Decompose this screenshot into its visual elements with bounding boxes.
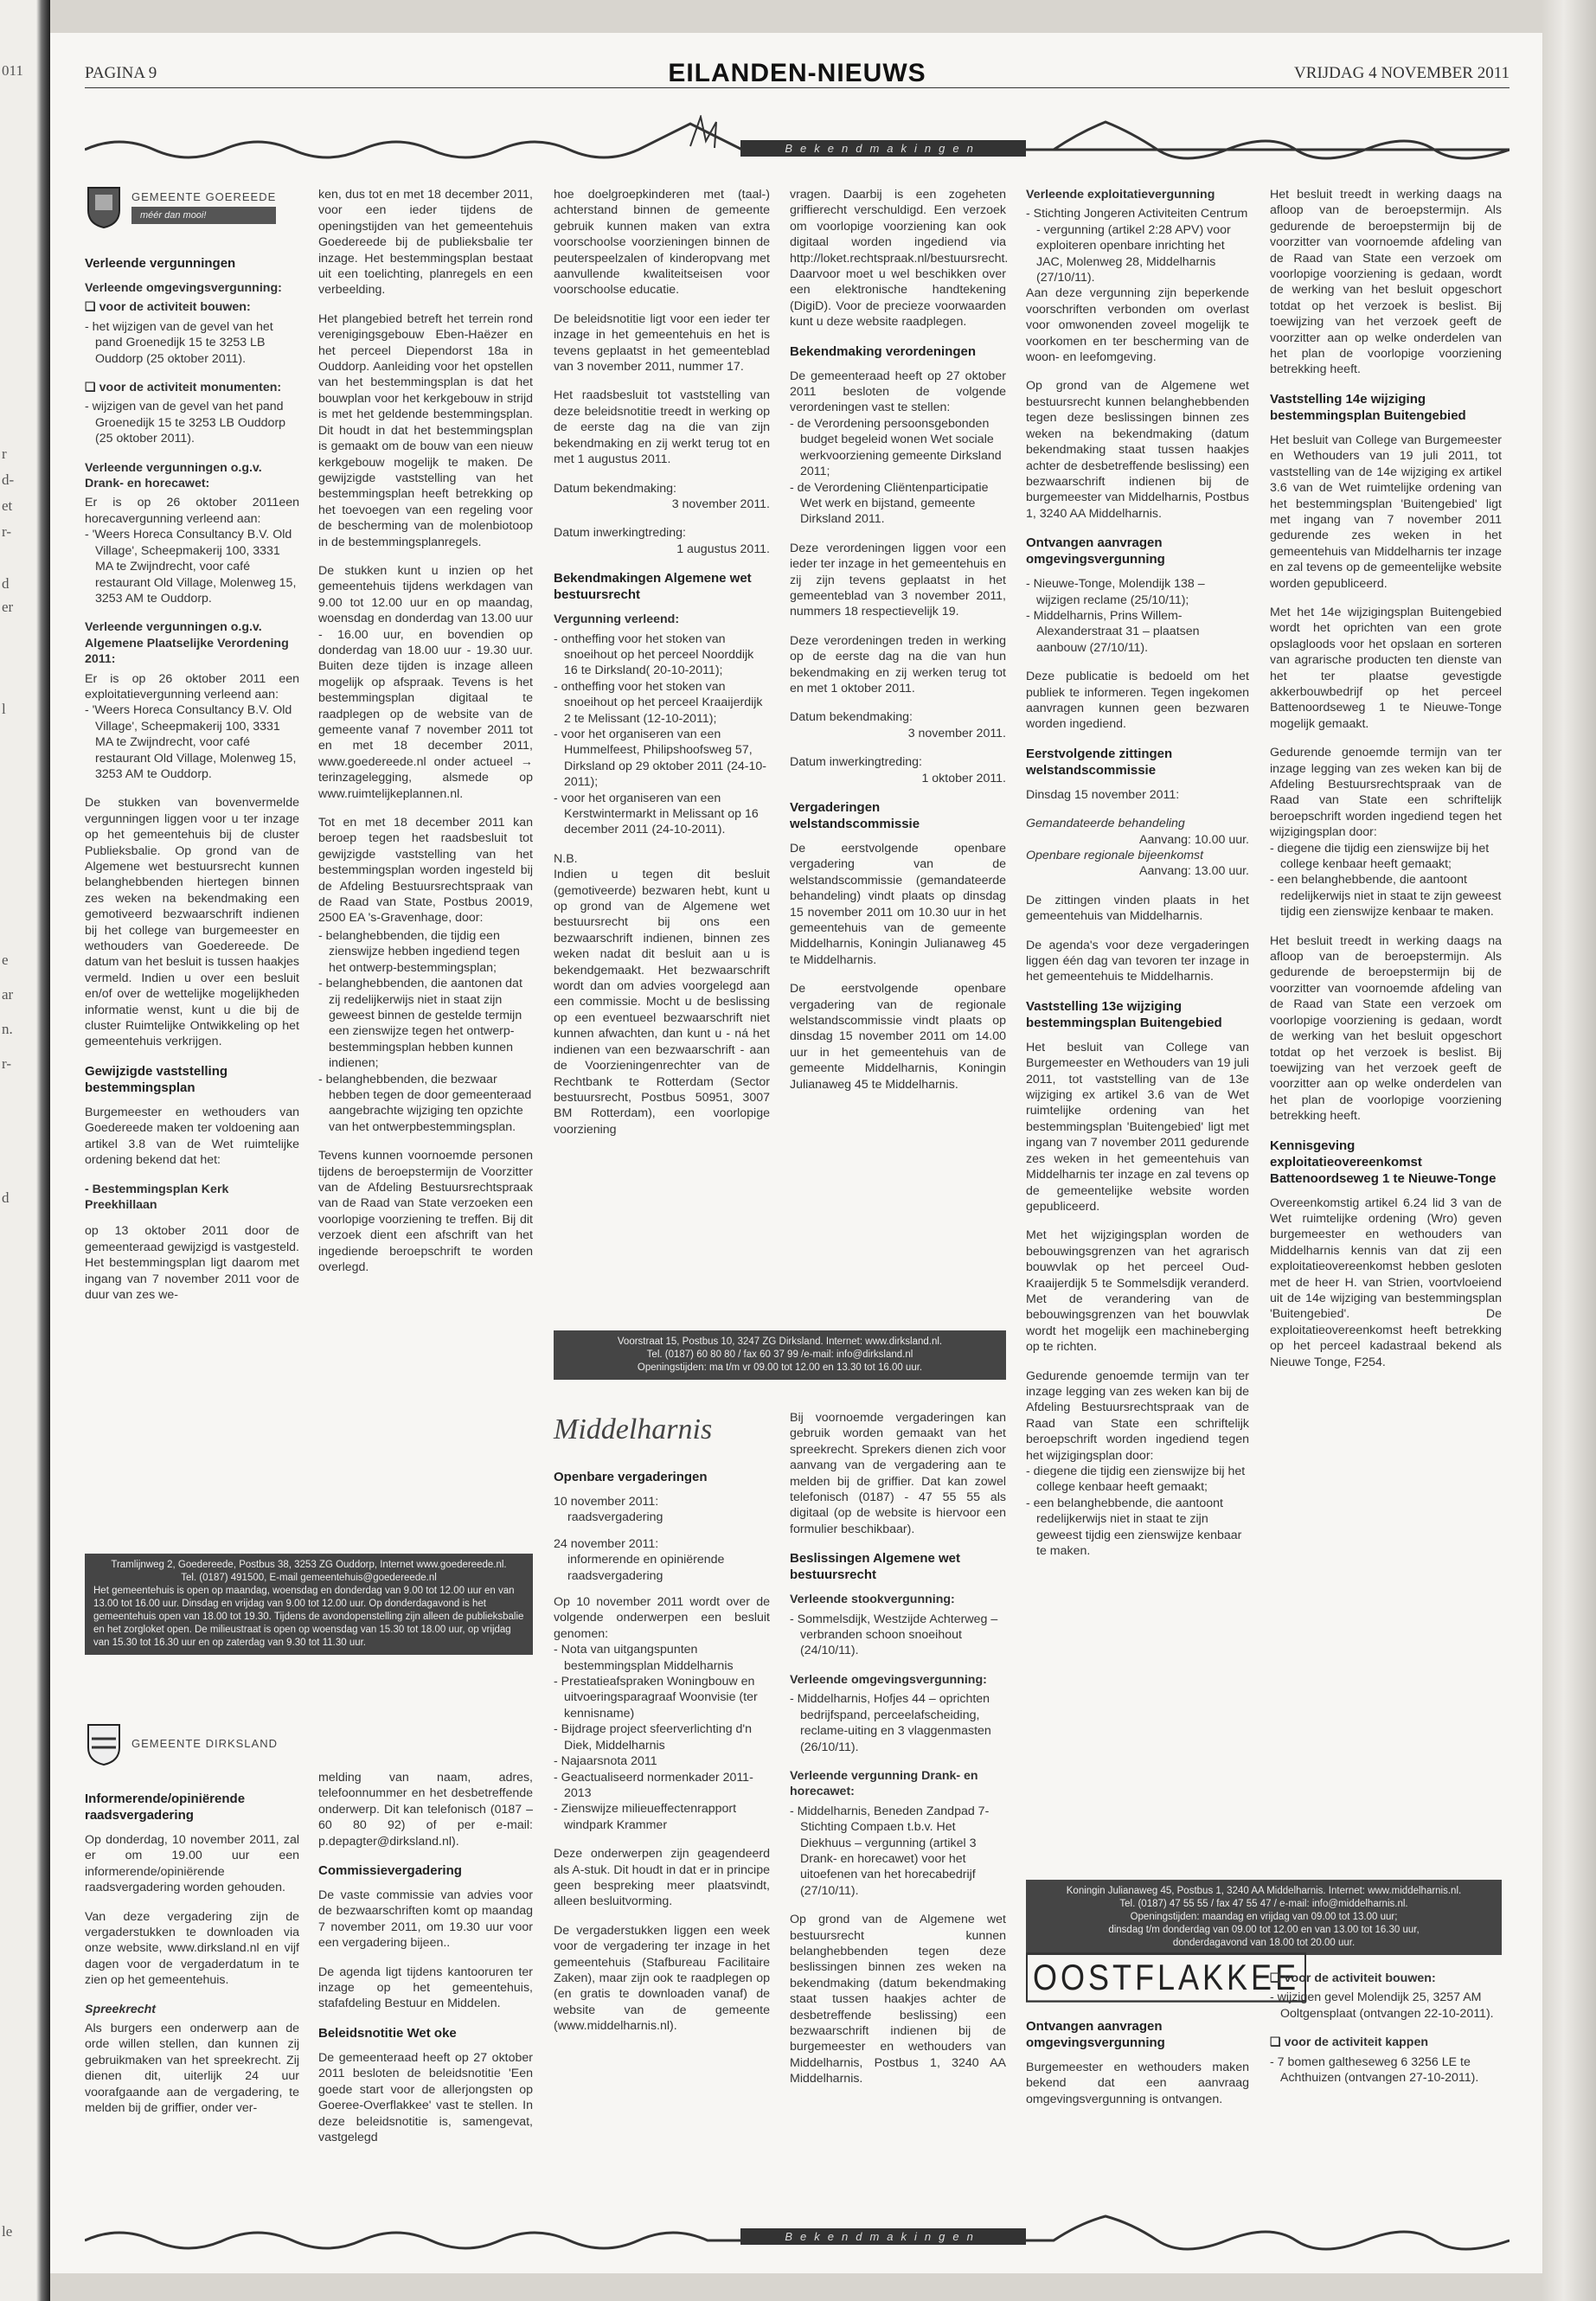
heading: Ontvangen aanvragen omgevingsvergunning: [1026, 2019, 1165, 2050]
margin-fragment: er: [2, 599, 14, 615]
paragraph: Burgemeester en wethouders maken bekend dat een aanvraag omgevingsvergunning is ontvangen.: [1026, 2061, 1249, 2106]
paragraph: Bij voornoemde vergaderingen kan gebruik worden gemaakt van het spreekrecht. Sprekers dienen zich voor aanvang van de vergadering aan te melden bij de griffier. Dat kan zowel telefonisch (0187) - 47 55 55 als digitaal (op de website is hiervoor een formulier beschikbaar).: [790, 1411, 1006, 1536]
list-item: - 'Weers Horeca Consultancy B.V. Old Village', Scheepmakerij 100, 3331 MA te Zwijndrecht, voor café restaurant Old Village, Molenweg 15, 3253 AM te Ouddorp.: [85, 703, 297, 781]
subheading: Verleende vergunningen o.g.v. Algemene Plaatselijke Verordening 2011:: [85, 620, 289, 667]
column-middelharnis: [1026, 187, 1249, 1572]
heading: Ontvangen aanvragen omgevingsvergunning: [1026, 535, 1165, 567]
list-item: - Middelharnis, Prins Willem-Alexanderstraat 31 – plaatsen aanbouw (27/10/11).: [1026, 608, 1200, 655]
list-item: - belanghebbenden, die bezwaar hebben tegen de door gemeenteraad aangebrachte wijziging ten opzichte van het ontwerpbestemmingsplan.: [318, 1072, 532, 1134]
list-item: - Stichting Jongeren Activiteiten Centrum - vergunning (artikel 2:28 APV) voor exploiteren openbare inrichting het JAC, Molenweg 28, Middelharnis (27/10/11).: [1026, 207, 1248, 285]
paragraph: De eerstvolgende openbare vergadering van de welstandscommissie (gemandateerde behandeling) vindt plaats op dinsdag 15 november 2011 om 10.30 uur in het gemeentehuis van de gemeente Middelharnis, Koningin Julianaweg 45 te Middelharnis.: [790, 842, 1006, 967]
list-item: - ontheffing voor het stoken van snoeihout op het perceel Kraaijerdijk 2 te Melissant (12-10-2011);: [554, 679, 763, 726]
date-value: 1 oktober 2011.: [921, 771, 1006, 785]
list-item: - 7 bomen galtheseweg 6 3256 LE te Achthuizen (ontvangen 27-10-2011).: [1270, 2054, 1479, 2086]
contact-line: donderdagavond van 18.00 tot 20.00 uur.: [1172, 1938, 1356, 1948]
paragraph: Deze verordeningen treden in werking op de eerste dag na die van hun bekendmaking en zij werken terug tot en met 1 oktober 2011.: [790, 633, 1006, 695]
paragraph: Op grond van de Algemene wet bestuursrecht kunnen belanghebbenden tegen deze beslissingen binnen zes weken na bekendmaking (datum bekendmaking staat tussen haakjes achter de desbetreffende beslissing) een bezwaarschrift indienen bij de burgemeester van Middelharnis, Postbus 1, 3240 AA Middelharnis.: [1026, 379, 1249, 521]
paragraph: Er is op 26 oktober 2011 een exploitatievergunning verleend aan:: [85, 671, 299, 702]
paragraph: Tevens kunnen voornoemde personen tijdens de beroepstermijn de Voorzitter van de Afdeling Bestuursrechtspraak van de Raad van State verzoeken een voorlopige voorziening te treffen. Bij dit verzoek dient een afschrift van het ingediende beroepschrift te worden overlegd.: [318, 1149, 533, 1274]
activity-heading: ❑ voor de activiteit monumenten:: [85, 381, 282, 395]
issue-date: VRIJDAG 4 NOVEMBER 2011: [1294, 64, 1509, 82]
municipality-motto: méér dan mooi!: [131, 207, 276, 224]
paragraph: Het plangebied betreft het terrein rond verenigingsgebouw Eben-Haëzer en het perceel Diependorst 18a in Ouddorp. Aanleiding voor het opstellen van het bestemmingsplan is dat het bouwplan voor het kerkgebouw in strijd is met het geldende bestemmingsplan. Dit houdt in dat het bestemmingsplan is gemaakt om de bouw van een nieuw kerkgebouw mogelijk te maken. De gewijzigde vaststelling van het bestemmingsplan heeft betrekking op het toevoegen van een regeling voor de bescherming van de molenbiotoop in de bestemmingsplanregels.: [318, 311, 533, 549]
paragraph: Gedurende genoemde termijn van ter inzage legging van zes weken kan bij de Afdeling Bestuursrechtspraak van de Raad van State een schriftelijk beroepschrift worden ingediend tegen het wijzigingsplan door:: [1270, 746, 1502, 840]
column-goedereede-2: [318, 187, 533, 1288]
middelharnis-contact-box: [1026, 1880, 1502, 1955]
list-item: - Nieuwe-Tonge, Molendijk 138 – wijzigen reclame (25/10/11);: [1026, 577, 1205, 607]
heading: Vergaderingen welstandscommissie: [790, 800, 920, 831]
margin-fragment: d-: [2, 471, 15, 488]
heading: Verleende vergunningen: [85, 256, 236, 271]
paragraph: melding van naam, adres, telefoonnummer en het desbetreffende onderwerp. Dit kan telefonisch (0187 – 60 80 92) of per e-mail: p.depagter@dirksland.nl).: [318, 1771, 533, 1849]
page-header: [85, 59, 1509, 88]
heading: Kennisgeving exploitatieovereenkomst Battenoordseweg 1 te Nieuwe-Tonge: [1270, 1138, 1497, 1186]
list-item: - Bijdrage project sfeerverlichting d'n Diek, Middelharnis: [554, 1722, 753, 1753]
list-item: - Middelharnis, Hofjes 44 – oprichten bedrijfspand, perceelafscheiding, reclame-uiting en 3 vlaggenmasten (26/10/11).: [790, 1692, 991, 1754]
column-middelharnis-bottom: [554, 1408, 770, 2048]
section-band-top: [85, 115, 1509, 163]
heading: Gewijzigde vaststelling bestemmingsplan: [85, 1063, 228, 1095]
paragraph: Gedurende genoemde termijn van ter inzage legging van zes weken kan bij de Afdeling Bestuursrechtspraak van de Raad van State een schriftelijk beroepschrift worden ingediend tegen het wijzigingsplan door:: [1026, 1368, 1249, 1463]
margin-fragment: 011: [2, 62, 23, 79]
heading: Vaststelling 14e wijziging bestemmingsplan Buitengebied: [1270, 391, 1466, 423]
column-middelharnis-bottom-2: [790, 1410, 1006, 2100]
list-item: - het wijzigen van de gevel van het pand Groenedijk 15 te 3253 LB Ouddorp (25 oktober 2011).: [85, 319, 273, 366]
note-label: N.B.: [554, 851, 578, 866]
margin-fragment: et: [2, 497, 13, 514]
list-item: - belanghebbenden, die tijdig een zienswijze hebben ingediend tegen het ontwerp-bestemmingsplan;: [318, 928, 520, 975]
paragraph: De beleidsnotitie ligt voor een ieder ter inzage in het gemeentehuis en het is tevens geplaatst in het gemeenteblad van 3 november 2011, nummer 17.: [554, 311, 770, 375]
margin-fragment: le: [2, 2223, 13, 2240]
margin-fragment: r: [2, 445, 7, 462]
list-item: - Middelharnis, Beneden Zandpad 7- Stichting Compaen t.b.v. Het Diekhuus – vergunning (artikel 3 Drank- en horecawet) voor het uitoefenen van het horecabedrijf (27/10/11).: [790, 1804, 990, 1898]
paragraph: De vaste commissie van advies voor de bezwaarschriften komt op maandag 7 november 2011, om 19.30 uur voor een vergadering bijeen..: [318, 1888, 533, 1951]
newspaper-title: EILANDEN-NIEUWS: [668, 59, 926, 87]
paragraph: Het besluit treedt in werking daags na afloop van de beroepstermijn. Als gedurende de beroepstermijn bij de voorzitter van voornoemde afdeling van de Raad van State een verzoek om voorlopige voorziening is gedaan, wordt de werking van het besluit opgeschort totdat op het verzoek is beslist. Bij toewijzing van het verzoek geeft de voorzitter aan op welke onderdelen van het plan de voorlopige voorziening betrekking heeft.: [1270, 933, 1502, 1124]
list-item: - Prestatieafspraken Woningbouw en uitvoeringsparagraaf Woonvisie (ter kennisname): [554, 1675, 758, 1721]
list-item: - voor het organiseren van een Kerstwintermarkt in Melissant op 16 december 2011 (24-10-2011).: [554, 791, 759, 837]
paragraph: De vergaderstukken liggen een week voor de vergadering ter inzage in het gemeentehuis (Stafbureau Facilitaire Zaken), maar zijn ook te raadplegen op (en gratis te downloaden vanaf) de website van de gemeente (www.middelharnis.nl).: [554, 1923, 770, 2034]
paragraph: De stukken van bovenvermelde vergunningen liggen voor u ter inzage op het gemeentehuis bij de cluster Publieksbalie. Op grond van de Algemene wet bestuursrecht kunnen belanghebbenden hiertegen binnen zes weken na bekendmaking een gemotiveerd bezwaarschrift indienen bij het college van burgemeester en wethouders van Goedereede. De datum van het besluit is tussen haakjes vermeld. Indien u over een besluit en/of over de wettelijke mogelijkheden informatie wenst, kunt u die bij de cluster Ruimtelijke Ontwikkeling op het gemeentehuis verkrijgen.: [85, 796, 299, 1049]
list-item: - wijzigen van de gevel van het pand Groenedijk 15 te 3253 LB Ouddorp (25 oktober 2011).: [85, 400, 286, 446]
subheading: Vergunning verleend:: [554, 612, 680, 627]
paragraph: Van deze vergadering zijn de vergaderstukken te downloaden via onze website, www.dirksland.nl en vijf dagen voor de vergaderdatum in te zien op het gemeentehuis.: [85, 1909, 299, 1988]
paragraph: Met het wijzigingsplan worden de bebouwingsgrenzen van het agrarisch bouwvlak op het perceel Oud-Kraaijerdijk 5 te Sommelsdijk veranderd. Met de verandering van de bebouwingsgrenzen van het bouwvlak wordt het mogelijk een machineberging op te richten.: [1026, 1228, 1249, 1355]
activity-heading: ❑ voor de activiteit kappen: [1270, 2035, 1429, 2050]
paragraph: hoe doelgroepkinderen met (taal-) achterstand binnen de gemeente gebruik kunnen maken van extra voorschoolse voorzieningen binnen de peuterspeelzalen of kinderopvang met aanvullende kwaliteitseisen voor voorschoolse educatie.: [554, 188, 770, 298]
list-item: - belanghebbenden, die aantonen dat zij redelijkerwijs niet in staat zijn geweest binnen de gestelde termijn een zienswijze tegen het ontwerp-bestemmingsplan hebben kunnen indienen;: [318, 977, 522, 1071]
paragraph: Het besluit van College van Burgemeester en Wethouders van 19 juli 2011, tot vaststelling van de 13e wijziging ex artikel 3.6 van de Wet ruimtelijke ordening van het bestemmingsplan 'Buitengebied' ligt met ingang van 7 november 2011 gedurende zes weken in het gemeentehuis van Middelharnis ter inzage en zal tevens op de gemeentelijke website worden gepubliceerd.: [1026, 1040, 1249, 1214]
margin-fragment: d: [2, 1189, 10, 1206]
activity-heading: ❑ voor de activiteit bouwen:: [1270, 1971, 1436, 1985]
date-value: 3 november 2011.: [907, 726, 1006, 740]
column-oostflakkee-2: [1270, 1971, 1502, 2099]
column-dirksland-bottom: [85, 1721, 299, 2130]
left-page-margin: [0, 0, 50, 2301]
list-item: - diegene die tijdig een zienswijze bij het college kenbaar heeft gemaakt;: [1026, 1465, 1246, 1495]
contact-line: Tel. (0187) 491500, E-mail gemeentehuis@goedereede.nl: [181, 1573, 437, 1583]
plan-name: - Bestemmingsplan Kerk Preekhillaan: [85, 1182, 229, 1212]
subheading: Verleende vergunningen o.g.v. Drank- en horecawet:: [85, 460, 262, 491]
paragraph: Met het 14e wijzigingsplan Buitengebied wordt het oprichten van een grote opslagloods voor het opslaan en sorteren van agrarische producten ten dienste van het ter plaatse gevestigde akkerbouwbedrijf op het perceel Battenoordseweg 1 te Nieuwe-Tonge mogelijk gemaakt.: [1270, 605, 1502, 731]
heading: Bekendmaking verordeningen: [790, 343, 977, 359]
list-item: - voor het organiseren van een Hummelfeest, Philipshoofsweg 57, Dirksland op 29 oktober 2011 (24-10-2011);: [554, 727, 766, 790]
municipality-name: GEMEENTE GOEREEDE: [131, 189, 277, 203]
paragraph: Deze verordeningen liggen voor een ieder ter inzage in het gemeentehuis en zij zijn tevens geplaatst in het gemeenteblad van 3 november 2011, nummers 18 respectievelijk 19.: [790, 541, 1006, 619]
subheading: Verleende omgevingsvergunning:: [85, 281, 282, 295]
heading: Eerstvolgende zittingen welstandscommissie: [1026, 746, 1173, 778]
column-middelharnis-2: [1270, 187, 1502, 1383]
heading: Informerende/opiniërende raadsvergadering: [85, 1791, 246, 1823]
meeting-type: informerende en opiniërende raadsvergadering: [567, 1553, 725, 1583]
column-dirksland-bottom-2: [318, 1770, 533, 2158]
heading: Vaststelling 13e wijziging bestemmingsplan Buitengebied: [1026, 998, 1222, 1030]
subheading: Verleende omgevingsvergunning:: [790, 1672, 987, 1687]
list-item: - Najaarsnota 2011: [554, 1754, 657, 1769]
margin-fragment: n.: [2, 1021, 13, 1037]
column-oostflakkee: [1026, 1949, 1300, 2120]
heading: Openbare vergaderingen: [554, 1470, 708, 1484]
subheading: Verleende vergunning Drank- en horecawet:: [790, 1768, 978, 1799]
activity-heading: ❑ voor de activiteit bouwen:: [85, 300, 251, 315]
paragraph: De stukken kunt u inzien op het gemeentehuis tijdens werkdagen van 9.00 tot 12.00 uur en op maandag, woensdag en donderdag van 13.00 uur - 16.00 uur, en bovendien op donderdag van 18.00 uur - 19.30 uur. Buiten deze tijden is inzage alleen mogelijk op afspraak. Tevens is het bestemmingsplan digitaal te raadplegen op de website van de gemeente vanaf 7 november 2011 tot en met 18 december 2011, www.goedereede.nl onder actueel → terinzagelegging, alsmede op www.ruimtelijkeplannen.nl.: [318, 563, 533, 801]
section-label: Bekendmakingen: [740, 2228, 1026, 2245]
contact-line: Tel. (0187) 47 55 55 / fax 47 55 47 / e-mail: info@middelharnis.nl.: [1119, 1899, 1408, 1909]
paragraph: De agenda's voor deze vergaderingen liggen één dag van tevoren ter inzage in het gemeentehuis te Middelharnis.: [1026, 938, 1249, 984]
paragraph: op 13 oktober 2011 door de gemeenteraad gewijzigd is vastgesteld. Het bestemmingsplan ligt daarom met ingang van 7 november 2011 voor de duur van zes we-: [85, 1224, 299, 1302]
session-type: Gemandateerde behandeling: [1026, 817, 1185, 831]
paragraph: vragen. Daarbij is een zogeheten griffierecht verschuldigd. Een verzoek om voorlopige voorziening kan ook digitaal worden ingediend via http://loket.rechtspraak.nl/bestuursrecht. Daarvoor moet u wel beschikken over een elektronische handtekening (DigiD). Voor de precieze voorwaarden kunt u deze website raadplegen.: [790, 188, 1009, 330]
paragraph: De gemeenteraad heeft op 27 oktober 2011 besloten de beleidsnotitie 'Een goede start voor de allerjongsten op Goeree-Overflakkee' vast te stellen. In deze beleidsnotitie is, samengevat, vastgelegd: [318, 2050, 533, 2144]
paragraph: Het raadsbesluit tot vaststelling van deze beleidsnotitie treedt in werking op de eerste dag na die van zijn bekendmaking en zij werkt terug tot en met 1 augustus 2011.: [554, 388, 770, 467]
section-label: Bekendmakingen: [740, 140, 1026, 157]
date-value: 1 augustus 2011.: [676, 542, 770, 556]
paragraph: ken, dus tot en met 18 december 2011, voor een ieder tijdens de openingstijden van het gemeentehuis Goedereede bij de publieksbalie ter inzage. Het bestemmingsplan bestaat uit een toelichting, planregels en een verbeelding.: [318, 188, 533, 298]
contact-line: Het gemeentehuis is open op maandag, woensdag en donderdag van 9.00 tot 12.00 uur en van 13.00 tot 16.00 uur. Dinsdag en vrijdag van 9.00 tot 12.00 uur. Op donderdagavond is het gemeentehuis open van 18.00 tot 19.30. Tijdens de avondopenstelling zijn alleen de publieksbalie en het zorgloket open. De milieustraat is open op woensdag van 15.30 tot 18.00 uur, op vrijdag van 15.30 tot 16.30 uur en op zaterdag van 9.30 tot 11.30 uur.: [93, 1586, 524, 1648]
contact-line: Openingstijden: maandag en vrijdag van 09.00 tot 13.00 uur;: [1130, 1912, 1398, 1922]
paragraph: Op 10 november 2011 wordt over de volgende onderwerpen een besluit genomen:: [554, 1595, 770, 1641]
list-item: - de Verordening persoonsgebonden budget begeleid wonen Wet sociale werkvoorziening gemeente Dirksland 2011;: [790, 416, 1002, 479]
list-item: - de Verordening Cliëntenparticipatie Wet werk en bijstand, gemeente Dirksland 2011.: [790, 480, 989, 527]
list-item: - Geactualiseerd normenkader 2011-2013: [554, 1770, 753, 1800]
paragraph: De gemeenteraad heeft op 27 oktober 2011 besloten de volgende verordeningen vast te stellen:: [790, 369, 1006, 415]
contact-line: Openingstijden: ma t/m vr 09.00 tot 12.00 en 13.30 tot 16.00 uur.: [637, 1362, 923, 1373]
list-item: - wijzigen gevel Molendijk 25, 3257 AM Ooltgensplaat (ontvangen 22-10-2011).: [1270, 1990, 1494, 2021]
dirksland-logo: [85, 1721, 299, 1766]
list-item: - Nota van uitgangspunten bestemmingsplan Middelharnis: [554, 1643, 734, 1673]
paragraph: Tot en met 18 december 2011 kan beroep tegen het raadsbesluit tot gewijzigde vaststelling van het bestemmingsplan worden ingesteld bij de Afdeling Bestuursrechtspraak van de Raad van State, Postbus 20019, 2500 EA 's-Gravenhage, door:: [318, 816, 533, 926]
column-dirksland: [554, 187, 770, 1150]
list-item: - een belanghebbende, die aantoont redelijkerwijs niet in staat te zijn geweest tijdig een zienswijze kenbaar te maken.: [1026, 1496, 1242, 1559]
coat-of-arms-icon: [85, 1721, 123, 1766]
page-number: PAGINA 9: [85, 64, 157, 82]
list-item: - Zienswijze milieueffectenrapport windpark Krammer: [554, 1802, 737, 1832]
margin-fragment: r-: [2, 523, 11, 540]
margin-fragment: l: [2, 701, 6, 717]
paragraph: De zittingen vinden plaats in het gemeentehuis van Middelharnis.: [1026, 893, 1249, 924]
newspaper-page: [50, 33, 1542, 2273]
paragraph: Indien u tegen dit besluit (gemotiveerde) bezwaren hebt, kunt u op grond van de Algemene wet bestuursrecht bij ons een bezwaarschrift indienen, binnen zes weken nadat dit besluit aan u is bekendgemaakt. Het bezwaarschrift wordt dan om advies voorgelegd aan een commissie. Mocht u de beslissing op een eventueel bezwaarschrift niet kunnen afwachten, dan kunt u - ná het indienen van een bezwaarschrift - aan de Voorzieningenrechter van de Rechtbank te Rotterdam (Sector bestuursrecht, Postbus 50951, 3007 BM Rotterdam), een voorlopige voorziening: [554, 868, 770, 1137]
contact-line: Tel. (0187) 60 80 80 / fax 60 37 99 /e-mail: info@dirksland.nl: [646, 1349, 913, 1360]
paragraph: De eerstvolgende openbare vergadering van de regionale welstandscommissie vindt plaats op dinsdag 15 november 2011 om 14.00 uur in het gemeentehuis van de gemeente Middelharnis, Koningin Julianaweg 45 te Middelharnis.: [790, 982, 1006, 1092]
contact-line: Tramlijnweg 2, Goedereede, Postbus 38, 3253 ZG Ouddorp, Internet www.goedereede.nl.: [111, 1560, 507, 1570]
column-goedereede: [85, 184, 299, 1316]
paragraph: Deze publicatie is bedoeld om het publiek te informeren. Tegen ingekomen aanvragen kunnen geen bezwaren worden ingediend.: [1026, 670, 1249, 732]
date-label: Datum bekendmaking:: [554, 481, 676, 496]
dirksland-contact-box: [554, 1330, 1006, 1380]
column-dirksland-2: [790, 187, 1009, 1106]
subheading: Verleende stookvergunning:: [790, 1593, 955, 1607]
session-type: Openbare regionale bijeenkomst: [1026, 849, 1204, 862]
list-item: - 'Weers Horeca Consultancy B.V. Old Village', Scheepmakerij 100, 3331 MA te Zwijndrecht, voor café restaurant Old Village, Molenweg 15, 3253 AM te Ouddorp.: [85, 528, 297, 606]
margin-fragment: e: [2, 952, 9, 968]
date-label: Datum bekendmaking:: [790, 710, 913, 725]
subheading: Spreekrecht: [85, 2002, 157, 2016]
list-item: - diegene die tijdig een zienswijze bij het college kenbaar heeft gemaakt;: [1270, 841, 1490, 872]
goedereede-logo: [85, 184, 299, 229]
session-time: Aanvang: 10.00 uur.: [1138, 832, 1249, 847]
contact-line: Voorstraat 15, Postbus 10, 3247 ZG Dirksland. Internet: www.dirksland.nl.: [617, 1336, 943, 1347]
date-value: 3 november 2011.: [671, 497, 770, 511]
oostflakkee-logo: OOSTFLAKKEE: [1026, 1952, 1306, 2003]
list-item: - ontheffing voor het stoken van snoeihout op het perceel Noorddijk 16 te Dirksland( 20-10-2011);: [554, 631, 754, 678]
middelharnis-logo: Middelharnis: [554, 1413, 713, 1445]
margin-fragment: ar: [2, 986, 14, 1003]
meeting-type: raadsvergadering: [567, 1510, 663, 1525]
paragraph: Het besluit treedt in werking daags na afloop van de beroepstermijn. Als gedurende de beroepstermijn bij de voorzitter van voornoemde afdeling van de Raad van State een verzoek om voorlopige voorziening is gedaan, wordt de werking van het besluit opgeschort totdat op het verzoek is beslist. Bij toewijzing van het verzoek geeft de voorzitter aan op welke onderdelen van het plan de voorlopige voorziening betrekking heeft.: [1270, 188, 1502, 377]
heading: Beslissingen Algemene wet bestuursrecht: [790, 1551, 961, 1583]
goedereede-contact-box: [85, 1554, 533, 1655]
margin-fragment: d: [2, 575, 10, 592]
list-item: - Sommelsdijk, Westzijde Achterweg – verbranden schoon snoeihout (24/10/11).: [790, 1612, 998, 1658]
section-band-bottom: [85, 2214, 1509, 2263]
coat-of-arms-icon: [85, 184, 123, 229]
date-label: Datum inwerkingtreding:: [790, 755, 922, 770]
heading: Beleidsnotitie Wet oke: [318, 2025, 457, 2041]
paragraph: Overeenkomstig artikel 6.24 lid 3 van de Wet ruimtelijke ordening (Wro) geven burgemeester en wethouders van Middelharnis kennis van dat zij een exploitatieovereenkomst hebben gesloten met de heer H. van Strien, voortvloeiend uit de 14e wijziging van bestemmingsplan 'Buitengebied'. De exploitatieovereenkomst heeft betrekking op het perceel kadastraal bekend als Nieuwe Tonge, F254.: [1270, 1195, 1502, 1369]
margin-fragment: r-: [2, 1055, 11, 1072]
paragraph: Als burgers een onderwerp aan de orde willen stellen, dan kunnen zij gebruikmaken van het spreekrecht. Zij dienen dit, uiterlijk 24 uur voorafgaande aan de vergadering, te melden bij de griffier, onder ver-: [85, 2022, 299, 2116]
heading: Bekendmakingen Algemene wet bestuursrecht: [554, 571, 752, 603]
date-label: Datum inwerkingtreding:: [554, 526, 686, 541]
list-item: - een belanghebbende, die aantoont redelijkerwijs niet in staat te zijn geweest tijdig een zienswijze kenbaar te maken.: [1270, 873, 1502, 920]
meeting-date: 10 november 2011:: [554, 1495, 659, 1509]
meeting-date: 24 november 2011:: [554, 1536, 659, 1551]
paragraph: Deze onderwerpen zijn geagendeerd als A-stuk. Dit houdt in dat er in principe geen bespreking meer plaatsvindt, alleen besluitvorming.: [554, 1847, 770, 1909]
paragraph: De agenda ligt tijdens kantooruren ter inzage op het gemeentehuis, stafafdeling Bestuur en Middelen.: [318, 1965, 533, 2011]
paragraph: Er is op 26 oktober 2011een horecavergunning verleend aan:: [85, 496, 299, 526]
session-time: Aanvang: 13.00 uur.: [1138, 864, 1249, 879]
paragraph: Op donderdag, 10 november 2011, zal er om 19.00 uur een informerende/opiniërende raadsvergadering worden gehouden.: [85, 1833, 299, 1895]
paragraph: Aan deze vergunning zijn beperkende voorschriften verbonden om overlast voor omwonenden zoveel mogelijk te voorkomen en ter bescherming van de woon- en leefomgeving.: [1026, 286, 1249, 365]
paragraph: Op grond van de Algemene wet bestuursrecht kunnen belanghebbenden tegen deze beslissingen binnen zes weken na bekendmaking (datum bekendmaking staat tussen haakjes achter de desbetreffende beslissing) een bezwaarschrift indienen bij de burgemeester en wethouders van Middelharnis, Postbus 1, 3240 AA Middelharnis.: [790, 1913, 1006, 2086]
contact-line: Koningin Julianaweg 45, Postbus 1, 3240 AA Middelharnis. Internet: www.middelharnis.nl.: [1066, 1886, 1462, 1896]
right-page-margin: [1542, 0, 1596, 2301]
heading: Commissievergadering: [318, 1863, 462, 1879]
municipality-name: GEMEENTE DIRKSLAND: [131, 1736, 278, 1750]
session-date: Dinsdag 15 november 2011:: [1026, 787, 1180, 802]
contact-line: dinsdag t/m donderdag van 09.00 tot 12.00 en van 13.00 tot 16.30 uur,: [1108, 1925, 1420, 1935]
paragraph: Het besluit van College van Burgemeester en Wethouders van 19 juli 2011, tot vaststelling van de 14e wijziging ex artikel 3.6 van de Wet ruimtelijke ordening van het bestemmingsplan 'Buitengebied' ligt met ingang van 7 november 2011 gedurende zes weken in het gemeentehuis van Middelharnis ter inzage en zal tevens op de gemeentelijke website worden gepubliceerd.: [1270, 433, 1502, 591]
subheading: Verleende exploitatievergunning: [1026, 188, 1215, 202]
paragraph: Burgemeester en wethouders van Goedereede maken ter voldoening aan artikel 3.8 van de Wet ruimtelijke ordening bekend dat het:: [85, 1105, 299, 1168]
